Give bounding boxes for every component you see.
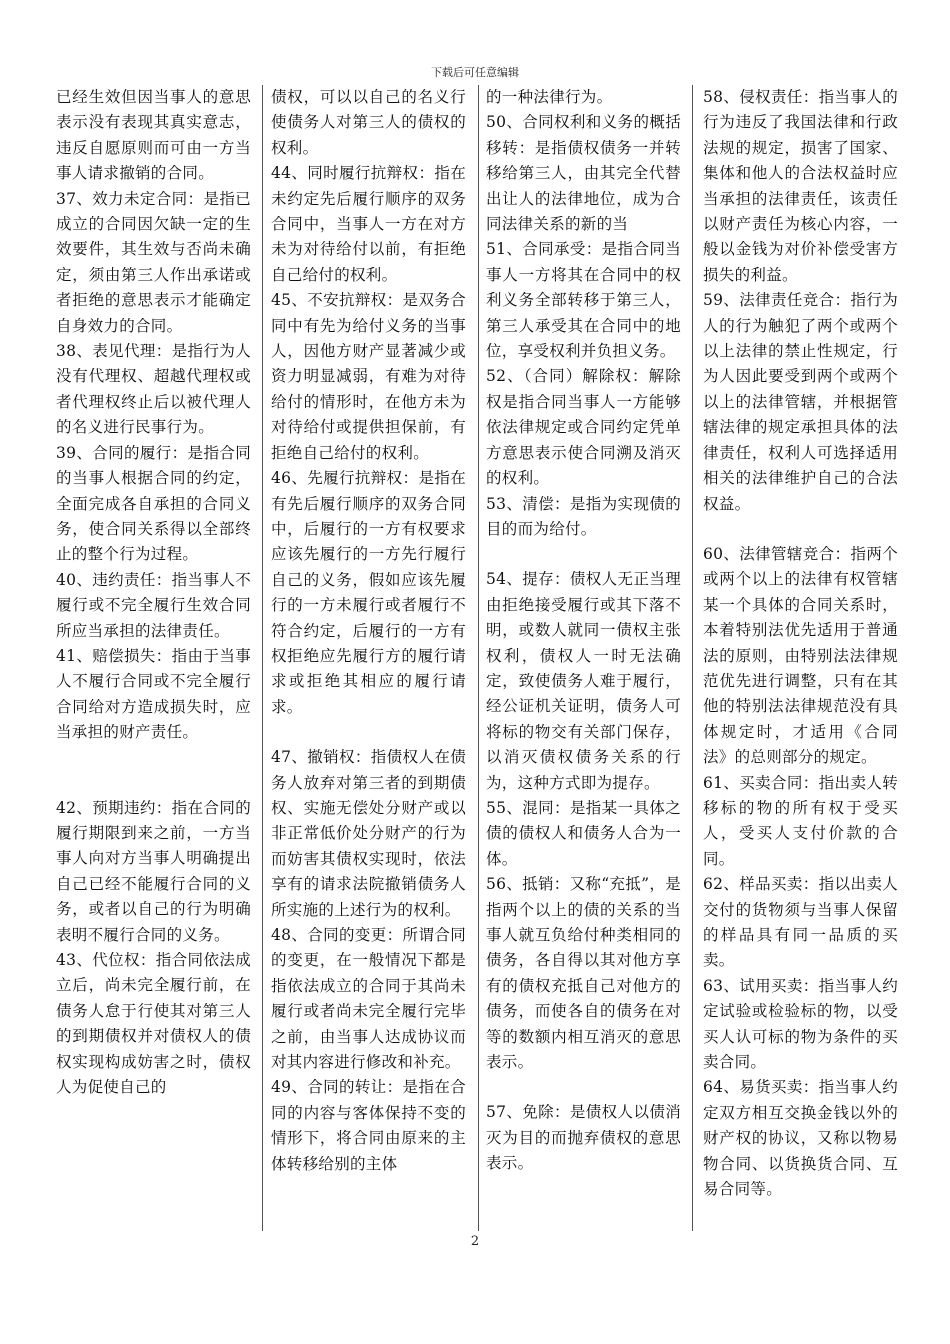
text-column-4 xyxy=(703,85,898,1235)
text-column-1 xyxy=(56,85,251,1235)
paragraph: 58、侵权责任：指当事人的行为违反了我国法律和行政法规的规定，损害了国家、集体和他人的合法权益时应当承担的法律责任，该责任以财产责任为核心内容，一般以金钱为对价补偿受害方损失的利益。 xyxy=(703,88,898,284)
paragraph: 38、表见代理：是指行为人没有代理权、超越代理权或者代理权终止后以被代理人的名义进行民事行为。 xyxy=(56,342,251,437)
paragraph: 41、赔偿损失：指由于当事人不履行合同或不完全履行合同给对方造成损失时，应当承担的财产责任。 xyxy=(56,646,251,742)
blank-space xyxy=(56,746,251,771)
paragraph: 57、免除：是债权人以债消灭为目的而抛弃债权的意思表示。 xyxy=(486,1103,681,1173)
paragraph: 42、预期违约：指在合同的履行期限到来之前，一方当事人向对方当事人明确提出自己已经不能履行合同的义务，或者以自己的行为明确表明不履行合同的义务。 xyxy=(56,798,251,944)
text-column-3 xyxy=(486,85,681,1235)
column-divider xyxy=(262,85,263,1231)
paragraph: 64、易货买卖：指当事人约定双方相互交换金钱以外的财产权的协议，又称以物易物合同、以货换货合同、互易合同等。 xyxy=(703,1078,898,1199)
paragraph: 45、不安抗辩权：是双务合同中有先为给付义务的当事人，因他方财产显著减少或资力明显减弱，有难为对待给付的情形时，在他方未为对待给付或提供担保前，有拒绝自己给付的权利。 xyxy=(271,291,466,462)
paragraph: 61、买卖合同：指出卖人转移标的物的所有权于受买人，受买人支付价款的合同。 xyxy=(703,773,898,868)
paragraph: 的一种法律行为。 xyxy=(486,88,613,106)
paragraph: 60、法律管辖竞合：指两个或两个以上的法律有权管辖某一个具体的合同关系时，本着特别法优先适用于普通法的原则，由特别法法律规范优先进行调整，只有在其他的特别法法律规范没有具体规定时，才适用《合同法》的总则部分的规定。 xyxy=(703,544,898,767)
paragraph: 46、先履行抗辩权：是指在有先后履行顺序的双务合同中，后履行的一方有权要求应该先履行的一方先行履行自己的义务，假如应该先履行的一方未履行或者履行不符合约定，后履行的一方有权拒绝应先履行方的履行请求或拒绝其相应的履行请求。 xyxy=(271,469,466,716)
blank-space xyxy=(56,771,251,796)
paragraph: 48、合同的变更：所谓合同的变更，在一般情况下都是指依法成立的合同于其尚未履行或者尚未完全履行完毕之前，由当事人达成协议而对其内容进行修改和补充。 xyxy=(271,926,466,1072)
paragraph: 53、清偿：是指为实现债的目的而为给付。 xyxy=(486,494,681,538)
text-column-2 xyxy=(271,85,466,1235)
paragraph: 43、代位权：指合同依法成立后，尚未完全履行前，在债务人怠于行使其对第三人的到期债权并对债权人的债权实现构成妨害之时，债权人为促使自己的 xyxy=(56,951,251,1097)
paragraph: 59、法律责任竞合：指行为人的行为触犯了两个或两个以上法律的禁止性规定，行为人因此要受到两个或两个以上的法律管辖，并根据管辖法律的规定承担具体的法律责任，权利人可选择适用相关的法律维护自己的合法权益。 xyxy=(703,291,898,513)
column-divider xyxy=(478,85,479,1231)
page-header: 下载后可任意编辑 xyxy=(431,66,519,79)
paragraph: 已经生效但因当事人的意思表示没有表现其真实意志，违反自愿原则而可由一方当事人请求撤销的合同。 xyxy=(56,88,251,183)
paragraph: 49、合同的转让：是指在合同的内容与客体保持不变的情形下，将合同由原来的主体转移给别的主体 xyxy=(271,1078,466,1173)
paragraph: 债权，可以以自己的名义行使债务人对第三人的债权的权利。 xyxy=(271,88,466,157)
paragraph: 51、合同承受：是指合同当事人一方将其在合同中的权利义务全部转移于第三人，第三人承受其在合同中的地位，享受权利并负担义务。 xyxy=(486,240,681,361)
page-number: 2 xyxy=(470,1234,480,1249)
paragraph: 37、效力未定合同：是指已成立的合同因欠缺一定的生效要件，其生效与否尚未确定，须由第三人作出承诺或者拒绝的意思表示才能确定自身效力的合同。 xyxy=(56,189,251,335)
paragraph: 54、提存：债权人无正当理由拒绝接受履行或其下落不明，或数人就同一债权主张权利，债权人一时无法确定，致使债务人难于履行，经公证机关证明，债务人可将标的物交有关部门保存，以消灭债权债务关系的行为，这种方式即为提存。 xyxy=(486,570,681,792)
document-body xyxy=(56,85,906,1235)
blank-space xyxy=(703,517,898,542)
paragraph: 55、混同：是指某一具体之债的债权人和债务人合为一体。 xyxy=(486,798,681,868)
paragraph: 56、抵销：又称“充抵”，是指两个以上的债的关系的当事人就互负给付种类相同的债务，各自得以其对他方享有的债权充抵自己对他方的债务，而使各自的债务在对等的数额内相互消灭的意思表示。 xyxy=(486,875,681,1072)
column-divider xyxy=(692,85,693,1231)
blank-space xyxy=(486,1075,681,1100)
paragraph: 50、合同权利和义务的概括移转：是指债权债务一并转移给第三人，由其完全代替出让人的法律地位，成为合同法律关系的新的当 xyxy=(486,113,681,234)
paragraph: 63、试用买卖：指当事人约定试验或检验标的物，以受买人认可标的物为条件的买卖合同。 xyxy=(703,976,898,1072)
blank-space xyxy=(271,720,466,745)
paragraph: 39、合同的履行：是指合同的当事人根据合同的约定，全面完成各自承担的合同义务，使合同关系得以全部终止的整个行为过程。 xyxy=(56,443,251,564)
blank-space xyxy=(486,542,681,567)
paragraph: 47、撤销权：指债权人在债务人放弃对第三者的到期债权、实施无偿处分财产或以非正常低价处分财产的行为而妨害其债权实现时，依法享有的请求法院撤销债务人所实施的上述行为的权利。 xyxy=(271,748,466,919)
paragraph: 52、（合同）解除权：解除权是指合同当事人一方能够依法律规定或合同约定凭单方意思表示使合同溯及消灭的权利。 xyxy=(486,367,681,488)
paragraph: 44、同时履行抗辩权：指在未约定先后履行顺序的双务合同中，当事人一方在对方未为对待给付以前，有拒绝自己给付的权利。 xyxy=(271,164,466,284)
paragraph: 62、样品买卖：指以出卖人交付的货物须与当事人保留的样品具有同一品质的买卖。 xyxy=(703,875,898,970)
paragraph: 40、违约责任：指当事人不履行或不完全履行生效合同所应当承担的法律责任。 xyxy=(56,570,251,640)
